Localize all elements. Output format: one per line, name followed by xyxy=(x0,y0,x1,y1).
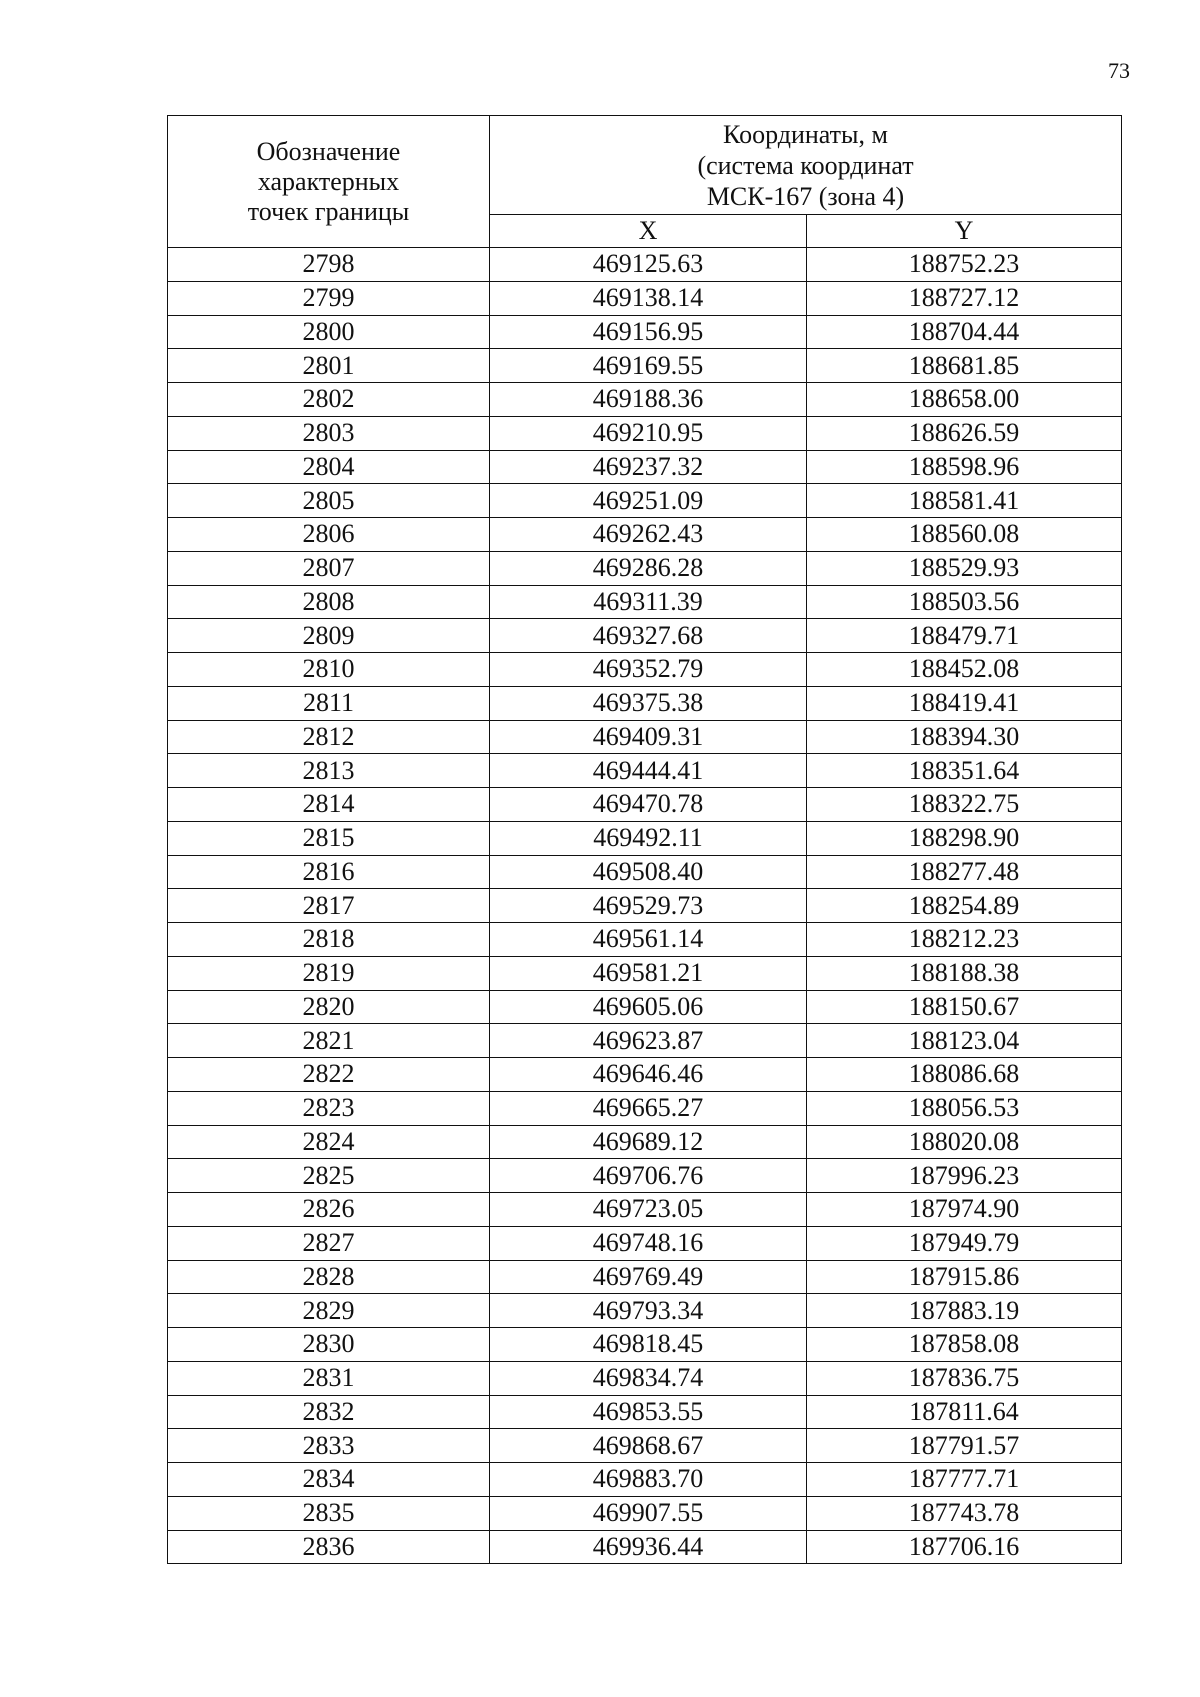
cell-y-coordinate: 188351.64 xyxy=(807,754,1122,788)
cell-y-coordinate: 188479.71 xyxy=(807,619,1122,653)
cell-x-coordinate: 469444.41 xyxy=(490,754,807,788)
cell-x-coordinate: 469853.55 xyxy=(490,1395,807,1429)
cell-point-id: 2813 xyxy=(168,754,490,788)
table-row xyxy=(168,619,1122,653)
cell-point-id: 2834 xyxy=(168,1463,490,1497)
cell-y-coordinate: 187743.78 xyxy=(807,1496,1122,1530)
table-row xyxy=(168,585,1122,619)
cell-y-coordinate: 188752.23 xyxy=(807,248,1122,282)
table-row xyxy=(168,1496,1122,1530)
cell-y-coordinate: 188188.38 xyxy=(807,956,1122,990)
cell-x-coordinate: 469188.36 xyxy=(490,383,807,417)
cell-y-coordinate: 188598.96 xyxy=(807,450,1122,484)
cell-y-coordinate: 187836.75 xyxy=(807,1361,1122,1395)
cell-y-coordinate: 188529.93 xyxy=(807,551,1122,585)
cell-point-id: 2833 xyxy=(168,1429,490,1463)
cell-y-coordinate: 188123.04 xyxy=(807,1024,1122,1058)
header-designation-text: Обозначение характерных точек границы xyxy=(247,136,410,226)
cell-x-coordinate: 469508.40 xyxy=(490,855,807,889)
table-row xyxy=(168,1429,1122,1463)
table-row xyxy=(168,990,1122,1024)
cell-x-coordinate: 469156.95 xyxy=(490,315,807,349)
cell-point-id: 2827 xyxy=(168,1226,490,1260)
cell-point-id: 2820 xyxy=(168,990,490,1024)
table-row xyxy=(168,1091,1122,1125)
cell-point-id: 2801 xyxy=(168,349,490,383)
cell-x-coordinate: 469605.06 xyxy=(490,990,807,1024)
table-row xyxy=(168,653,1122,687)
header-row xyxy=(168,116,1122,215)
table-row xyxy=(168,754,1122,788)
cell-point-id: 2802 xyxy=(168,383,490,417)
cell-point-id: 2817 xyxy=(168,889,490,923)
cell-y-coordinate: 188150.67 xyxy=(807,990,1122,1024)
cell-y-coordinate: 188704.44 xyxy=(807,315,1122,349)
cell-point-id: 2831 xyxy=(168,1361,490,1395)
cell-point-id: 2816 xyxy=(168,855,490,889)
table-row xyxy=(168,923,1122,957)
table-row xyxy=(168,349,1122,383)
cell-y-coordinate: 188626.59 xyxy=(807,416,1122,450)
cell-y-coordinate: 188452.08 xyxy=(807,653,1122,687)
table-row xyxy=(168,1361,1122,1395)
table-row xyxy=(168,956,1122,990)
table-row xyxy=(168,484,1122,518)
table-row xyxy=(168,1294,1122,1328)
cell-point-id: 2808 xyxy=(168,585,490,619)
table-row xyxy=(168,281,1122,315)
table-body xyxy=(168,248,1122,1564)
cell-x-coordinate: 469748.16 xyxy=(490,1226,807,1260)
cell-y-coordinate: 188298.90 xyxy=(807,821,1122,855)
cell-point-id: 2818 xyxy=(168,923,490,957)
cell-point-id: 2806 xyxy=(168,518,490,552)
cell-x-coordinate: 469125.63 xyxy=(490,248,807,282)
header-coordinates xyxy=(490,116,1122,215)
cell-point-id: 2832 xyxy=(168,1395,490,1429)
cell-x-coordinate: 469818.45 xyxy=(490,1328,807,1362)
cell-y-coordinate: 188681.85 xyxy=(807,349,1122,383)
cell-y-coordinate: 187915.86 xyxy=(807,1260,1122,1294)
cell-x-coordinate: 469470.78 xyxy=(490,788,807,822)
cell-x-coordinate: 469352.79 xyxy=(490,653,807,687)
table-row xyxy=(168,383,1122,417)
cell-x-coordinate: 469409.31 xyxy=(490,720,807,754)
cell-y-coordinate: 188658.00 xyxy=(807,383,1122,417)
cell-y-coordinate: 188322.75 xyxy=(807,788,1122,822)
cell-point-id: 2807 xyxy=(168,551,490,585)
header-designation xyxy=(168,116,490,248)
table-row xyxy=(168,889,1122,923)
cell-y-coordinate: 187974.90 xyxy=(807,1193,1122,1227)
page-number: 73 xyxy=(1108,58,1130,83)
cell-y-coordinate: 188503.56 xyxy=(807,585,1122,619)
cell-point-id: 2823 xyxy=(168,1091,490,1125)
cell-y-coordinate: 188560.08 xyxy=(807,518,1122,552)
cell-y-coordinate: 188212.23 xyxy=(807,923,1122,957)
cell-y-coordinate: 187858.08 xyxy=(807,1328,1122,1362)
coordinates-table xyxy=(167,115,1122,1564)
table-row xyxy=(168,248,1122,282)
cell-point-id: 2798 xyxy=(168,248,490,282)
table-row xyxy=(168,1226,1122,1260)
cell-y-coordinate: 188020.08 xyxy=(807,1125,1122,1159)
cell-y-coordinate: 188254.89 xyxy=(807,889,1122,923)
table-row xyxy=(168,821,1122,855)
cell-point-id: 2828 xyxy=(168,1260,490,1294)
cell-x-coordinate: 469689.12 xyxy=(490,1125,807,1159)
cell-x-coordinate: 469138.14 xyxy=(490,281,807,315)
cell-x-coordinate: 469251.09 xyxy=(490,484,807,518)
table-row xyxy=(168,855,1122,889)
cell-point-id: 2800 xyxy=(168,315,490,349)
table-row xyxy=(168,1395,1122,1429)
cell-y-coordinate: 187949.79 xyxy=(807,1226,1122,1260)
table-row xyxy=(168,1260,1122,1294)
cell-y-coordinate: 188727.12 xyxy=(807,281,1122,315)
cell-point-id: 2805 xyxy=(168,484,490,518)
cell-point-id: 2803 xyxy=(168,416,490,450)
cell-x-coordinate: 469286.28 xyxy=(490,551,807,585)
table-row xyxy=(168,720,1122,754)
table-row xyxy=(168,1058,1122,1092)
cell-x-coordinate: 469529.73 xyxy=(490,889,807,923)
cell-point-id: 2824 xyxy=(168,1125,490,1159)
cell-x-coordinate: 469492.11 xyxy=(490,821,807,855)
cell-y-coordinate: 187883.19 xyxy=(807,1294,1122,1328)
cell-point-id: 2829 xyxy=(168,1294,490,1328)
table-row xyxy=(168,1125,1122,1159)
cell-y-coordinate: 188581.41 xyxy=(807,484,1122,518)
cell-x-coordinate: 469706.76 xyxy=(490,1159,807,1193)
cell-y-coordinate: 188419.41 xyxy=(807,686,1122,720)
cell-y-coordinate: 187706.16 xyxy=(807,1530,1122,1564)
cell-point-id: 2804 xyxy=(168,450,490,484)
table-row xyxy=(168,450,1122,484)
cell-x-coordinate: 469907.55 xyxy=(490,1496,807,1530)
table-row xyxy=(168,315,1122,349)
table-row xyxy=(168,1530,1122,1564)
table-row xyxy=(168,518,1122,552)
cell-x-coordinate: 469723.05 xyxy=(490,1193,807,1227)
cell-point-id: 2811 xyxy=(168,686,490,720)
cell-point-id: 2822 xyxy=(168,1058,490,1092)
cell-x-coordinate: 469769.49 xyxy=(490,1260,807,1294)
cell-point-id: 2799 xyxy=(168,281,490,315)
table-row xyxy=(168,1159,1122,1193)
cell-y-coordinate: 188277.48 xyxy=(807,855,1122,889)
table-row xyxy=(168,1328,1122,1362)
table-row xyxy=(168,788,1122,822)
cell-y-coordinate: 188086.68 xyxy=(807,1058,1122,1092)
cell-x-coordinate: 469646.46 xyxy=(490,1058,807,1092)
table-row xyxy=(168,1463,1122,1497)
cell-x-coordinate: 469834.74 xyxy=(490,1361,807,1395)
cell-point-id: 2821 xyxy=(168,1024,490,1058)
cell-x-coordinate: 469262.43 xyxy=(490,518,807,552)
cell-point-id: 2812 xyxy=(168,720,490,754)
cell-point-id: 2809 xyxy=(168,619,490,653)
cell-x-coordinate: 469210.95 xyxy=(490,416,807,450)
cell-y-coordinate: 188394.30 xyxy=(807,720,1122,754)
cell-point-id: 2810 xyxy=(168,653,490,687)
cell-point-id: 2830 xyxy=(168,1328,490,1362)
cell-x-coordinate: 469327.68 xyxy=(490,619,807,653)
table-header xyxy=(168,116,1122,248)
header-coordinates-text: Координаты, м (система координат МСК-167 (зона 4) xyxy=(697,119,914,211)
cell-point-id: 2815 xyxy=(168,821,490,855)
cell-x-coordinate: 469883.70 xyxy=(490,1463,807,1497)
cell-point-id: 2826 xyxy=(168,1193,490,1227)
cell-point-id: 2819 xyxy=(168,956,490,990)
cell-x-coordinate: 469665.27 xyxy=(490,1091,807,1125)
cell-point-id: 2814 xyxy=(168,788,490,822)
cell-y-coordinate: 187777.71 xyxy=(807,1463,1122,1497)
cell-point-id: 2835 xyxy=(168,1496,490,1530)
header-y: Y xyxy=(807,215,1122,248)
cell-x-coordinate: 469561.14 xyxy=(490,923,807,957)
cell-x-coordinate: 469375.38 xyxy=(490,686,807,720)
cell-y-coordinate: 187811.64 xyxy=(807,1395,1122,1429)
table-row xyxy=(168,416,1122,450)
cell-point-id: 2825 xyxy=(168,1159,490,1193)
cell-y-coordinate: 187791.57 xyxy=(807,1429,1122,1463)
table-row xyxy=(168,1024,1122,1058)
cell-x-coordinate: 469311.39 xyxy=(490,585,807,619)
cell-y-coordinate: 187996.23 xyxy=(807,1159,1122,1193)
table-row xyxy=(168,551,1122,585)
cell-point-id: 2836 xyxy=(168,1530,490,1564)
cell-x-coordinate: 469793.34 xyxy=(490,1294,807,1328)
cell-x-coordinate: 469868.67 xyxy=(490,1429,807,1463)
cell-y-coordinate: 188056.53 xyxy=(807,1091,1122,1125)
cell-x-coordinate: 469936.44 xyxy=(490,1530,807,1564)
cell-x-coordinate: 469623.87 xyxy=(490,1024,807,1058)
header-x: X xyxy=(490,215,807,248)
cell-x-coordinate: 469581.21 xyxy=(490,956,807,990)
table-row xyxy=(168,686,1122,720)
cell-x-coordinate: 469169.55 xyxy=(490,349,807,383)
cell-x-coordinate: 469237.32 xyxy=(490,450,807,484)
table-row xyxy=(168,1193,1122,1227)
